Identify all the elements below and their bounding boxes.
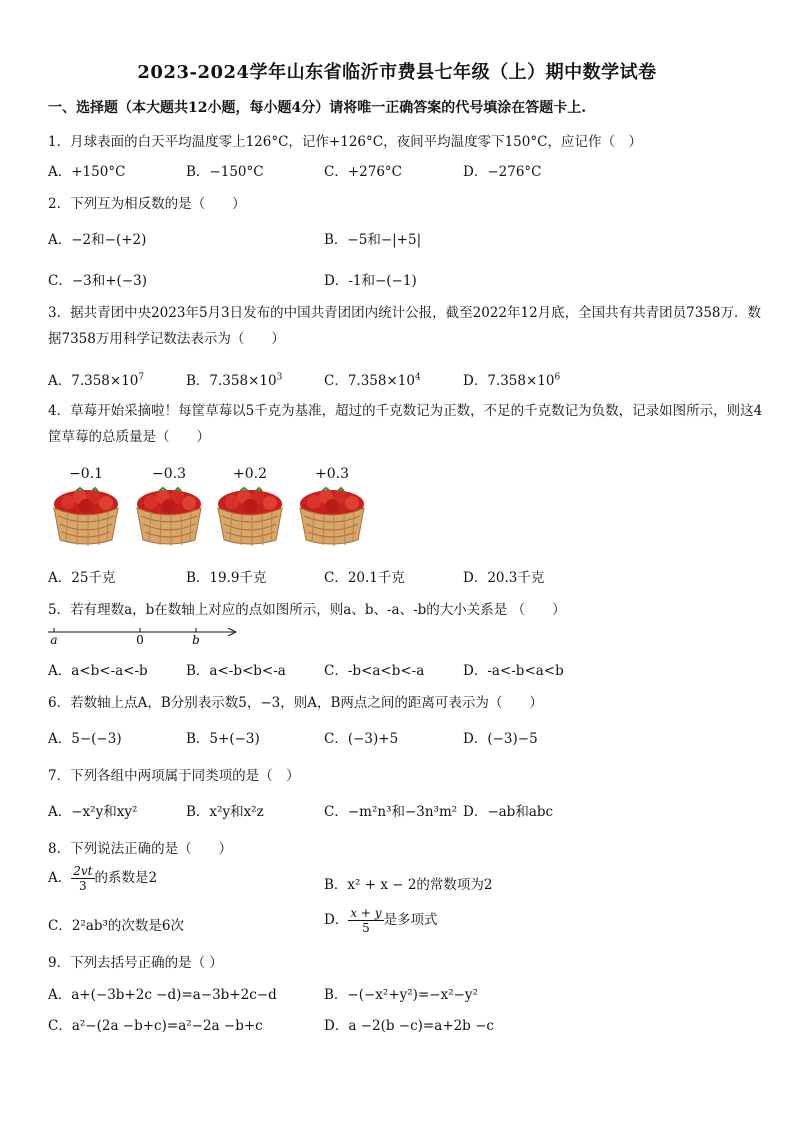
q8-option-a: A． $\frac{2vt}{3}$ 的系数是2	[48, 864, 158, 893]
question-1-stem: 1．月球表面的白天平均温度零上126°C，记作+126°C，夜间平均温度零下150°C，应记作（ ）	[48, 134, 642, 150]
q2-option-c: C．−3和+(−3)	[48, 273, 147, 289]
strawberry-basket-4	[296, 466, 368, 550]
question-8-stem: 8．下列说法正确的是（ ）	[48, 841, 233, 857]
fraction: $\frac{2vt}{3}$	[73, 864, 93, 893]
strawberry-basket-1	[50, 466, 122, 550]
q9-option-b: B．−(−x²+y²)=−x²−y²	[324, 987, 478, 1003]
q9-option-c: C．a²−(2a −b+c)=a²−2a −b+c	[48, 1018, 263, 1034]
q1-option-d: D．−276°C	[463, 164, 542, 180]
q2-option-b: B．−5和−|+5|	[324, 232, 422, 248]
axis-label-zero: 0	[136, 633, 144, 647]
question-6-stem: 6．若数轴上点A，B分别表示数5，−3，则A，B两点之间的距离可表示为（ ）	[48, 695, 543, 711]
axis-label-a: a	[50, 633, 58, 647]
q5-option-d: D．-a<-b<a<b	[463, 663, 564, 679]
q9-option-d: D．a −2(b −c)=a+2b −c	[324, 1018, 494, 1034]
q6-option-b: B．5+(−3)	[186, 731, 260, 747]
strawberry-basket-3	[214, 466, 286, 550]
q4-option-c: C．20.1千克	[324, 570, 405, 586]
section-header: 一、选择题（本大题共12小题，每小题4分）请将唯一正确答案的代号填涂在答题卡上.	[48, 100, 587, 116]
q7-option-a: A．−x²y和xy²	[48, 804, 138, 820]
q7-option-c: C．−m²n³和−3n³m²	[324, 804, 458, 820]
q3-option-a: A．$7.358\times 10^7$	[48, 372, 145, 389]
q1-option-b: B．−150°C	[186, 164, 264, 180]
q9-option-a: A．a+(−3b+2c −d)=a−3b+2c−d	[48, 987, 277, 1003]
q5-option-a: A．a<b<-a<-b	[48, 663, 148, 679]
q4-option-b: B．19.9千克	[186, 570, 267, 586]
number-line	[46, 622, 246, 648]
q3-option-c: C．$7.358\times 10^4$	[324, 372, 421, 389]
fraction: $\frac{x + y}{5}$	[350, 906, 382, 935]
q6-option-c: C．(−3)+5	[324, 731, 399, 747]
question-4-stem: 4．草莓开始采摘啦！每筐草莓以5千克为基准，超过的千克数记为正数，不足的千克数记为负数，记录如图所示，则这4筐草莓的总质量是（ ）	[48, 403, 763, 445]
q6-option-a: A．5−(−3)	[48, 731, 122, 747]
basket-label: −0.3	[152, 466, 186, 482]
q2-option-d: D．-1和−(−1)	[324, 273, 417, 289]
strawberry-basket-icon	[296, 482, 368, 548]
q2-option-a: A．−2和−(+2)	[48, 232, 147, 248]
q1-option-c: C．+276°C	[324, 164, 402, 180]
q7-option-b: B．x²y和x²z	[186, 804, 264, 820]
q8-option-c: C．2²ab³的次数是6次	[48, 918, 185, 934]
question-3-stem: 3．据共青团中央2023年5月3日发布的中国共青团团内统计公报，截至2022年12月底，全国共有共青团员7358万．数据7358万用科学记数法表示为（ ）	[48, 305, 762, 347]
q4-option-d: D．20.3千克	[463, 570, 545, 586]
q7-option-d: D．−ab和abc	[463, 804, 554, 820]
strawberry-basket-2	[133, 466, 205, 550]
strawberry-basket-icon	[133, 482, 205, 548]
strawberry-basket-icon	[214, 482, 286, 548]
q5-option-c: C．-b<a<b<-a	[324, 663, 425, 679]
question-2-stem: 2．下列互为相反数的是（ ）	[48, 196, 246, 212]
q5-option-b: B．a<-b<b<-a	[186, 663, 286, 679]
q6-option-d: D．(−3)−5	[463, 731, 538, 747]
q4-option-a: A．25千克	[48, 570, 116, 586]
strawberry-basket-icon	[50, 482, 122, 548]
q1-option-a: A．+150°C	[48, 164, 126, 180]
basket-label: −0.1	[69, 466, 103, 482]
basket-label: +0.3	[315, 466, 349, 482]
question-7-stem: 7．下列各组中两项属于同类项的是（ ）	[48, 768, 300, 784]
question-5-stem: 5．若有理数a，b在数轴上对应的点如图所示，则a、b、-a、-b的大小关系是 （ ）	[48, 602, 566, 618]
q3-option-d: D．$7.358\times 10^6$	[463, 372, 561, 389]
q8-option-d: D． $\frac{x + y}{5}$ 是多项式	[324, 906, 438, 935]
q3-option-b: B．$7.358\times 10^3$	[186, 372, 283, 389]
q8-option-b: B．x² + x − 2的常数项为2	[324, 877, 493, 893]
basket-label: +0.2	[233, 466, 267, 482]
axis-label-b: b	[192, 633, 200, 647]
page-title: 2023-2024学年山东省临沂市费县七年级（上）期中数学试卷	[137, 62, 657, 83]
question-9-stem: 9．下列去括号正确的是（ ）	[48, 955, 223, 971]
